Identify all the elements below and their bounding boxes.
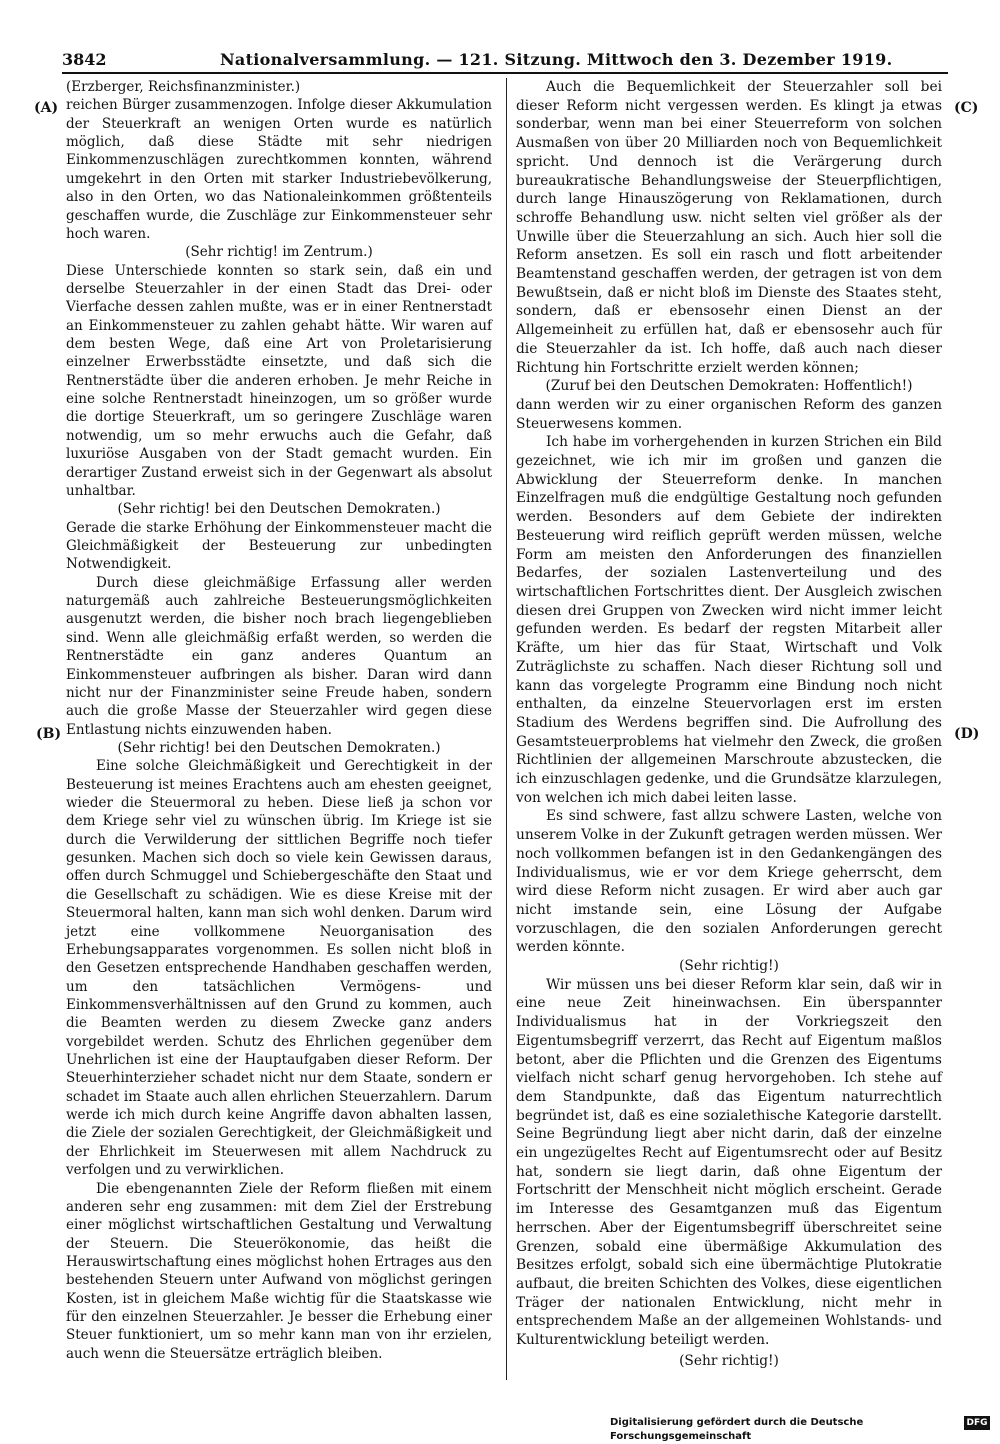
- interjection: (Sehr richtig! bei den Deutschen Demokraten.): [117, 739, 441, 756]
- interjection: (Sehr richtig! im Zentrum.): [185, 244, 373, 261]
- paragraph: Wir müssen uns bei dieser Reform klar sein, daß wir in eine neue Zeit hineinwachsen. Ein überspannter Individualismus hat in der Vorkriegszeit den Eigentumsbegriff verzerrt, das Recht auf Eigentum maßlos betont, aber die Pflichten und die Grenzen des Eigentums vielfach nicht scharf genug hervorgehoben. Ich stehe auf dem Standpunkte, daß das Eigentum naturrechtlich begründet ist, daß es eine sozialethische Kategorie darstellt. Seine Begründung liegt aber nicht darin, daß der einzelne ein ungezügeltes Recht auf Eigentumsrecht oder auf Besitz hat, sondern sie liegt darin, daß ohne Eigentum der Fortschritt der Menschheit nicht möglich erscheint. Gerade im Interesse des Gesamtganzen muß das Eigentum herrschen. Aber der Eigentumsbegriff überschreitet seine Grenzen, sobald eine übermäßige Akkumulation des Besitzes erfolgt, sobald sich eine übermächtige Plutokratie aufbaut, die breiten Schichten des Volkes, diese eigentlichen Träger der nationalen Entwicklung, nicht mehr in entsprechendem Maße an der allgemeinen Wohlstands- und Kulturentwicklung beteiligt werden.: [516, 976, 942, 1349]
- margin-label-c: (C): [954, 100, 979, 116]
- margin-label-b: (B): [36, 726, 62, 742]
- margin-label-a: (A): [34, 100, 59, 116]
- paragraph: Ich habe im vorhergehenden in kurzen Strichen ein Bild gezeichnet, wie ich mir im großen und ganzen die Abwicklung der Steuerreform denke. In manchen Einzelfragen muß die endgültige Gestaltung noch gefunden werden. Besonders auf dem Gebiete der indirekten Besteuerung wird reiflich geprüft werden müssen, welche Form am meisten den Anforderungen des finanziellen Bedarfes, der sozialen Lastenverteilung und des wirtschaftlichen Fortschrittes dient. Der Ausgleich zwischen diesen drei Gruppen von Zwecken wird nicht immer leicht gefunden werden. Es bedarf der regsten Mitarbeit aller Kräfte, um hier das für Staat, Wirtschaft und Volk Zuträglichste zu schaffen. Nach dieser Richtung soll und kann das vorgelegte Programm eine Bindung noch nicht enthalten, da einzelne Steuervorlagen erst im ersten Stadium des Werdens begriffen sind. Die Aufrollung des Gesamtsteuerproblems hat vielmehr den Zweck, die großen Richtlinien der allgemeinen Marschroute abzustecken, die ich einzuschlagen gedenke, und die Grundsätze klarzulegen, von welchen ich mich dabei leiten lasse.: [516, 434, 942, 806]
- paragraph: Diese Unterschiede konnten so stark sein, daß ein und derselbe Steuerzahler in der einen Stadt das Drei- oder Vierfache dessen zahlen mußte, was er in einer Rentnerstadt an Einkommensteuer zu zahlen gehabt hätte. Wir waren auf dem besten Wege, daß eine Art von Proletarisierung einzelner Erwerbsstädte einsetzte, und daß sich die Rentnerstädte über die anderen erhoben. Je mehr Reiche in eine solche Rentnerstadt hineinzogen, um so größer wurde die dortige Steuerkraft, um so geringere Zuschläge waren notwendig, um so mehr erwuchs auch die Gefahr, daß luxuriöse Ausgaben von der Stadt gemacht wurden. Ein derartiger Zustand erweist sich in der Gegenwart als absolut unhaltbar.: [66, 262, 492, 499]
- interjection: (Zuruf bei den Deutschen Demokraten: Hoffentlich!): [545, 378, 913, 395]
- paragraph: Es sind schwere, fast allzu schwere Lasten, welche von unserem Volke in der Zukunft getragen werden müssen. Wer noch vollkommen befangen ist in den Gedankengängen des Individualismus, wie er vor dem Kriege geherrscht, dem wird diese Reform nicht zusagen. Er wird aber auch gar nicht imstande sein, eine Lösung der Aufgabe vorzuschlagen, die den sozialen Anforderungen gerecht werden könnte.: [516, 808, 942, 956]
- digitization-credit: [610, 1416, 990, 1442]
- column-divider: [506, 78, 507, 1380]
- right-column: [516, 78, 942, 1371]
- interjection: (Sehr richtig! bei den Deutschen Demokraten.): [117, 501, 441, 518]
- paragraph: Durch diese gleichmäßige Erfassung aller werden naturgemäß auch zahlreiche Besteuerungsmöglichkeiten ausgenutzt werden, die bisher noch brach liegengeblieben sind. Wenn alle gleichmäßig erfaßt werden, so werden die Rentnerstädte ein ganz anderes Quantum an Einkommensteuer aufbringen als bisher. Daran wird dann nicht nur der Finanzminister seine Freude haben, sondern auch die große Masse der Steuerzahler wird gegen diese Entlastung nichts einzuwenden haben.: [66, 574, 492, 738]
- credit-text: Digitalisierung gefördert durch die Deutsche Forschungsgemeinschaft: [610, 1417, 864, 1442]
- page-header: [62, 48, 948, 72]
- page-number: 3842: [62, 50, 107, 69]
- header-rule: [62, 72, 948, 74]
- paragraph: dann werden wir zu einer organischen Reform des ganzen Steuerwesens kommen.: [516, 396, 942, 432]
- running-title: Nationalversammlung. — 121. Sitzung. Mittwoch den 3. Dezember 1919.: [220, 50, 893, 69]
- paragraph: Gerade die starke Erhöhung der Einkommensteuer macht die Gleichmäßigkeit der Besteuerung zur unbedingten Notwendigkeit.: [66, 519, 492, 573]
- dfg-logo: DFG: [964, 1416, 990, 1430]
- paragraph: Eine solche Gleichmäßigkeit und Gerechtigkeit in der Besteuerung ist meines Erachtens auch am ehesten geeignet, wieder die Steuermoral zu heben. Diese ließ ja schon vor dem Kriege sehr viel zu wünschen übrig. Im Kriege ist sie durch die Verwilderung der sittlichen Begriffe noch tiefer gesunken. Machen sich doch so viele kein Gewissen daraus, offen durch Schmuggel und Schiebergeschäfte den Staat und die Gesellschaft zu schädigen. Wie es diese Kreise mit der Steuermoral halten, kann man sich wohl denken. Darum wird jetzt eine vollkommene Neuorganisation des Erhebungsapparates vorgenommen. Es sollen nicht bloß in den Gesetzen entsprechende Handhaben geschaffen werden, um den tatsächlichen Vermögens- und Einkommensverhältnissen auf den Grund zu kommen, auch die Beamten werden zu diesem Zwecke ganz anders vorgebildet werden. Schutz des Ehrlichen gegenüber dem Unehrlichen ist eine der Hauptaufgaben dieser Reform. Der Steuerhinterzieher schadet nicht nur dem Staate, sondern er schadet im Staate auch allen ehrlichen Steuerzahlern. Darum werde ich mich durch keine Angriffe davon abhalten lassen, die Ziele der sozialen Gerechtigkeit, der Gleichmäßigkeit und der Ehrlichkeit im Steuerwesen mit allem Nachdruck zu verfolgen und zu verwirklichen.: [66, 758, 492, 1179]
- paragraph: Auch die Bequemlichkeit der Steuerzahler soll bei dieser Reform nicht vergessen werden. Es klingt ja etwas sonderbar, wenn man bei einer Steuerreform von solchen Ausmaßen von über 20 Milliarden noch von Bequemlichkeit spricht. Und dennoch ist die Verärgerung durch bureaukratische Behandlungsweise der Steuerpflichtigen, durch lange Hinauszögerung von Reklamationen, durch schroffe Behandlung usw. nicht selten viel größer als der Unwille über die Steuerzahlung an sich. Auch hier soll die Reform ansetzen. Es soll ein rasch und flott arbeitender Beamtenstand geschaffen werden, der getragen ist von dem Bewußtsein, daß er nicht bloß im Dienste des Staates steht, sondern, daß er ebensosehr einen Dienst an der Allgemeinheit zu erfüllen hat, daß er ebensosehr auch für die Steuerzahler da ist. Ich hoffe, daß auch nach dieser Richtung hin Fortschritte erzielt werden können;: [516, 79, 942, 376]
- paragraph: reichen Bürger zusammenzogen. Infolge dieser Akkumulation der Steuerkraft an wenigen Orten wurde es natürlich möglich, daß diese Städte mit sehr niedrigen Einkommenzuschlägen zurechtkommen konnten, während umgekehrt in den Orten mit starker Industriebevölkerung, also in den Orten, wo das Nationaleinkommen größtenteils geschaffen wurde, die Zuschläge zur Einkommensteuer sehr hoch waren.: [66, 97, 492, 242]
- interjection: (Sehr richtig!): [679, 1352, 779, 1369]
- margin-label-d: (D): [954, 726, 980, 742]
- left-column: [66, 78, 492, 1363]
- interjection: (Sehr richtig!): [679, 958, 779, 975]
- paragraph: Die ebengenannten Ziele der Reform fließen mit einem anderen sehr eng zusammen: mit dem Ziel der Erstrebung einer möglichst wirtschaftlichen Gestaltung und Verwaltung der Steuern. Die Steuerökonomie, das heißt die Herauswirtschaftung eines möglichst hohen Ertrages aus den bestehenden Steuern unter Aufwand von möglichst geringen Kosten, ist in gleichem Maße wichtig für die Staatskasse wie für den einzelnen Steuerzahler. Je besser die Erhebung einer Steuer funktioniert, um so mehr kann man von ihr erzielen, auch wenn die Steuersätze erträglich bleiben.: [66, 1180, 492, 1362]
- speaker-label: (Erzberger, Reichsfinanzminister.): [66, 79, 301, 95]
